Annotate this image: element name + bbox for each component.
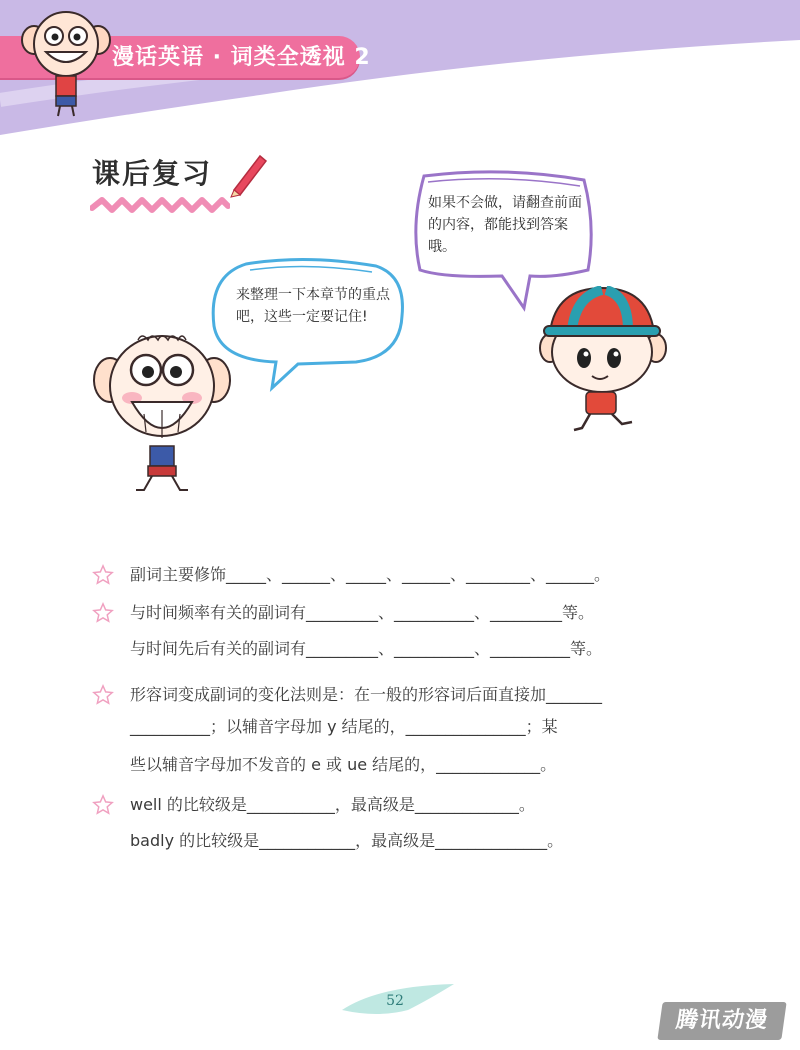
exercise-3-line-2: __________；以辅音字母加 y 结尾的，_______________；某 <box>130 717 558 736</box>
exercise-4-line-2: badly 的比较级是____________，最高级是______________。 <box>130 831 564 850</box>
exercise-2-line-1: 与时间频率有关的副词有_________、__________、_________等。 <box>130 603 595 622</box>
speech-bubble-right-text: 如果不会做，请翻查前面的内容，都能找到答案哦。 <box>428 195 582 255</box>
header-mascot-illustration <box>20 6 112 118</box>
star-outline-icon <box>92 564 114 586</box>
exercise-2-line-2: 与时间先后有关的副词有_________、__________、__________等。 <box>130 639 603 658</box>
star-outline-icon <box>92 602 114 624</box>
pencil-icon <box>226 150 270 198</box>
section-title: 课后复习 <box>92 157 213 190</box>
header-title: 漫话英语 · 词类全透视 2 <box>112 45 371 70</box>
cartoon-boy-big-eyes-illustration <box>92 318 232 496</box>
exercise-1-line-1: 副词主要修饰_____、______、_____、______、________、______。 <box>130 565 611 584</box>
exercise-4-line-1: well 的比较级是___________，最高级是_____________。 <box>130 795 535 814</box>
speech-bubble-left-text: 来整理一下本章节的重点吧，这些一定要记住! <box>236 287 390 325</box>
exercise-3-line-1: 形容词变成副词的变化法则是：在一般的形容词后面直接加_______ <box>130 685 603 704</box>
page-number: 52 <box>386 993 404 1009</box>
cartoon-boy-cap-illustration <box>536 286 672 434</box>
watermark-logo: 腾讯动漫 <box>657 1002 786 1040</box>
zigzag-decoration <box>90 194 230 218</box>
star-outline-icon <box>92 794 114 816</box>
exercise-3-line-3: 些以辅音字母加不发音的 e 或 ue 结尾的，_____________。 <box>130 755 557 774</box>
star-outline-icon <box>92 684 114 706</box>
